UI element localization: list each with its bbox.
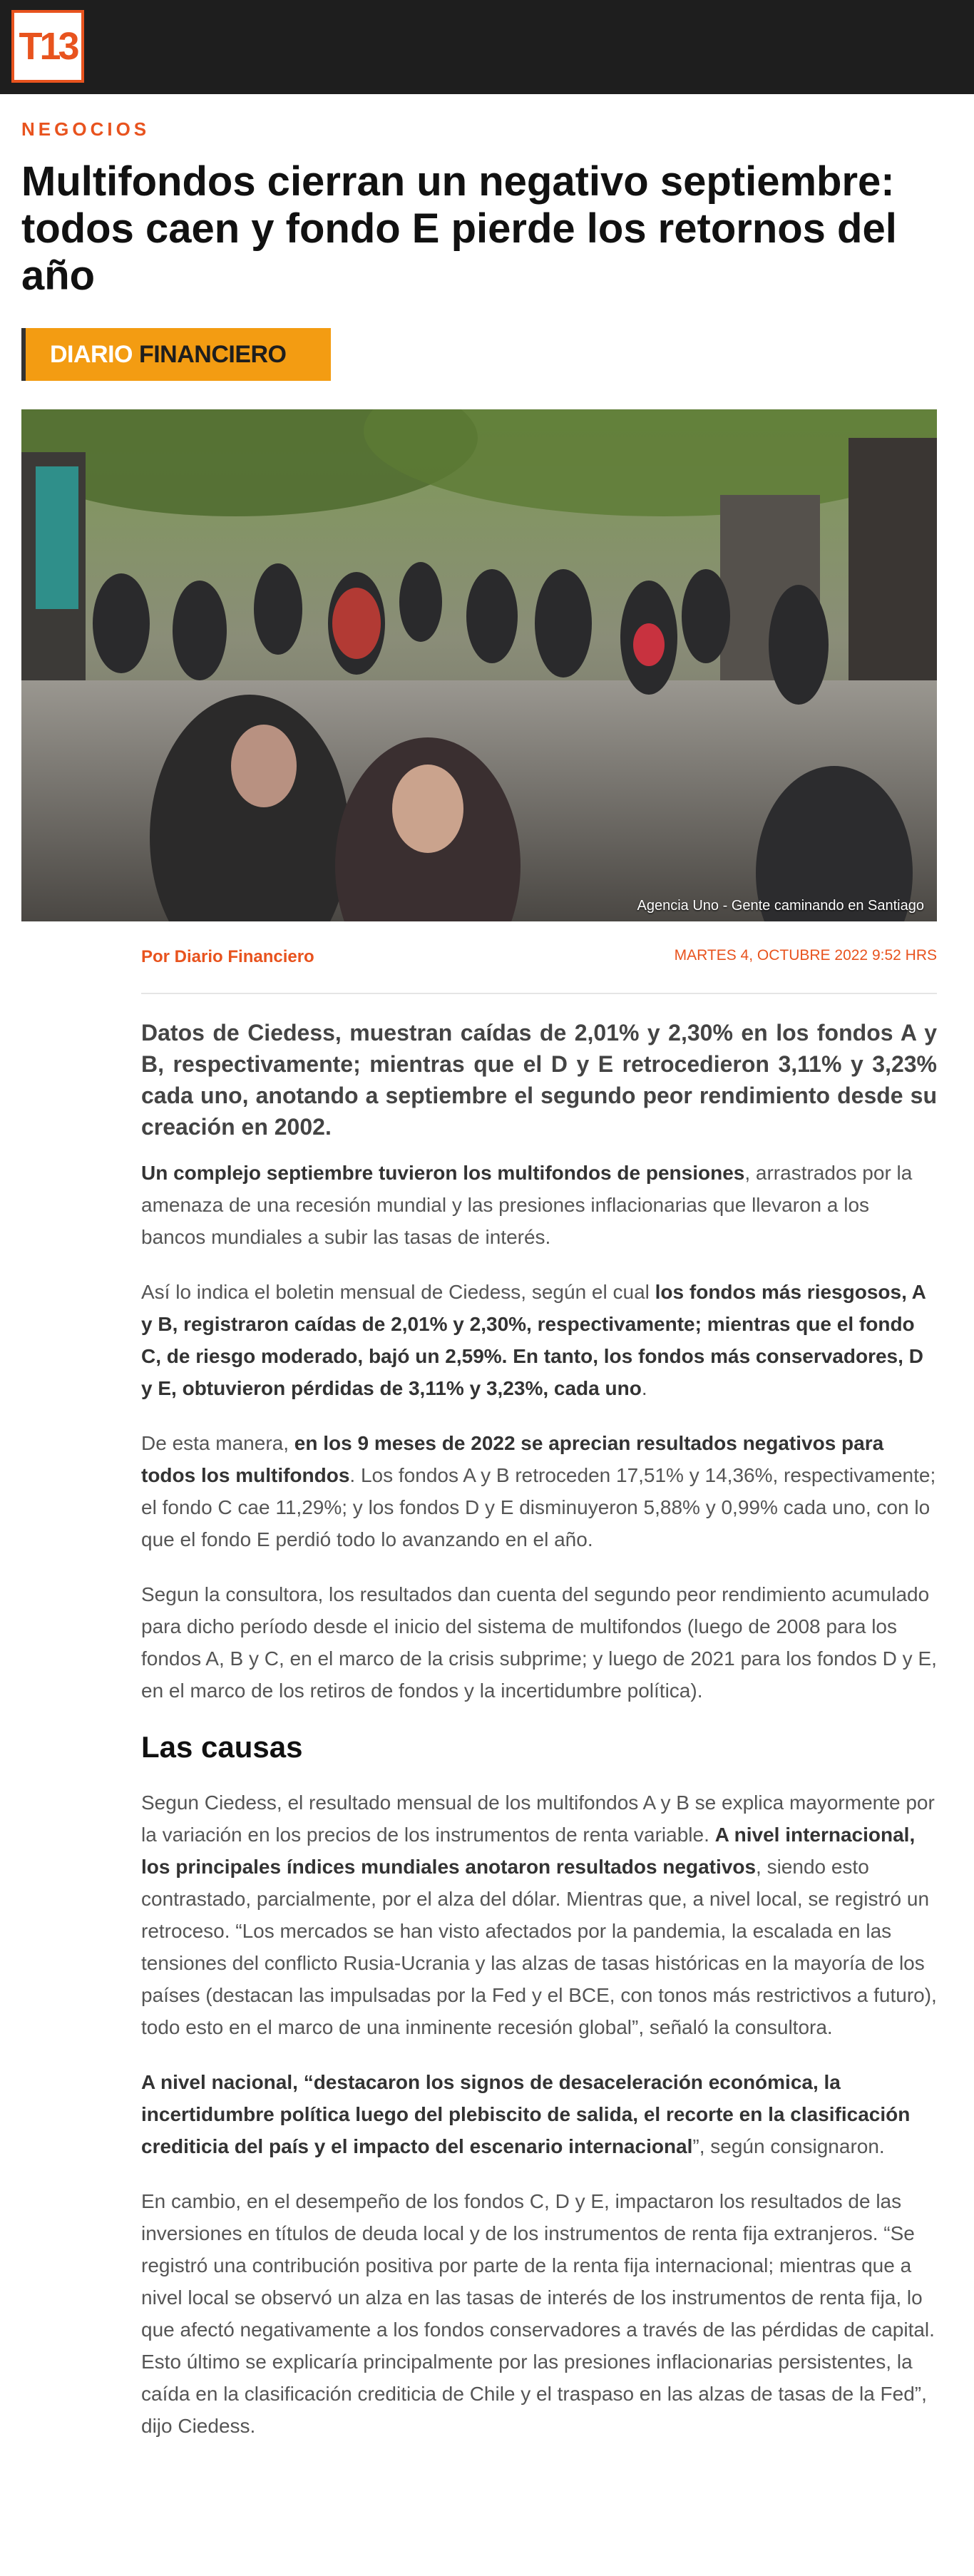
source-brand-name (50, 341, 287, 369)
p6-bold: A nivel nacional, “destacaron los signos de desaceleración económica, la incertidumbre política luego del plebiscito de salida, el recorte en la clasificación crediticia del país y el impacto del escenario internacional (141, 2071, 911, 2157)
p2-text-a: Así lo indica el boletin mensual de Ciedess, según el cual (141, 1281, 655, 1303)
paragraph-3 (141, 1427, 937, 1555)
paragraph-5 (141, 1787, 937, 2043)
p3-bold: en los 9 meses de 2022 se aprecian resultados negativos para todos los multifondos (141, 1432, 884, 1486)
p5-text-a: Segun Ciedess, el resultado mensual de los multifondos A y B se explica mayormente por la variación en los precios de los instrumentos de renta variable. (141, 1792, 935, 1846)
p5-text-c: , siendo esto contrastado, parcialmente, por el alza del dólar. Mientras que, a nivel local, se registró un retroceso. “Los mercados se han visto afectados por la pandemia, la escalada en las tensiones del conflicto Rusia-Ucrania y las alzas de tasas históricas en la mayoría de los países (destacan las impulsadas por la Fed y el BCE, con tonos más restrictivos a futuro), todo esto en el marco de una inminente recesión global”, señaló la consultora. (141, 1856, 937, 2038)
p2-bold: los fondos más riesgosos, A y B, registraron caídas de 2,01% y 2,30%, respectivamente; mientras que el fondo C, de riesgo moderado, bajó un 2,59%. En tanto, los fondos más conservadores, D y E, obtuvieron pérdidas de 3,11% y 3,23%, cada uno (141, 1281, 926, 1399)
publish-date: MARTES 4, OCTUBRE 2022 9:52 HRS (674, 947, 937, 964)
p3-text-c: . Los fondos A y B retroceden 17,51% y 14,36%, respectivamente; el fondo C cae 11,29%; y los fondos D y E disminuyeron 5,88% y 0,99% cada uno, con lo que el fondo E perdió todo lo avanzando en el año. (141, 1464, 936, 1550)
paragraph-1 (141, 1157, 937, 1253)
article-lead: Datos de Ciedess, muestran caídas de 2,01% y 2,30% en los fondos A y B, respectivamente; mientras que el D y E retrocedieron 3,11% y 3,23% cada uno, anotando a septiembre el segundo peor rendimiento desde su creación en 2002. (141, 1020, 937, 1140)
paragraph-6 (141, 2066, 937, 2162)
brand-word-2: FINANCIERO (138, 340, 287, 368)
section-label[interactable]: NEGOCIOS (21, 118, 150, 140)
street-crowd-photo (21, 409, 937, 921)
p3-text-a: De esta manera, (141, 1432, 294, 1454)
paragraph-7: En cambio, en el desempeño de los fondos C, D y E, impactaron los resultados de las inversiones en títulos de deuda local y de los instrumentos de renta fija extranjeros. “Se registró una contribución positiva por parte de la renta fija internacional; mientras que a nivel local se observó un alza en las tasas de interés de los instrumentos de renta fija, lo que afectó negativamente a los fondos conservadores a través de las pérdidas de capital. Esto último se explicaría principalmente por las presiones inflacionarias persistentes, la caída en la clasificación crediticia de Chile y el traspaso en las alzas de tasas de la Fed”, dijo Ciedess. (141, 2190, 935, 2437)
subheading-causas: Las causas (141, 1730, 303, 1764)
brand-word-1: DIARIO (50, 340, 139, 368)
paragraph-4: Segun la consultora, los resultados dan cuenta del segundo peor rendimiento acumulado para dicho período desde el inicio del sistema de multifondos (luego de 2008 para los fondos A, B y C, en el marco de la crisis subprime; y luego de 2021 para los fondos D y E, en el marco de los retiros de fondos y la incertidumbre política). (141, 1583, 937, 1702)
p5-bold: A nivel internacional, los principales índices mundiales anotaron resultados negativos (141, 1824, 916, 1878)
article-body (141, 1157, 937, 2465)
source-brand-logo[interactable] (21, 328, 331, 381)
p2-text-c: . (641, 1377, 647, 1399)
image-caption: Agencia Uno - Gente caminando en Santiago (637, 898, 924, 914)
top-bar (0, 0, 974, 94)
p1-text: , arrastrados por la amenaza de una recesión mundial y las presiones inflacionarias que llevaron a los bancos mundiales a subir las tasas de interés. (141, 1162, 913, 1248)
divider (141, 993, 937, 994)
logo-text: T13 (19, 25, 77, 68)
p1-bold: Un complejo septiembre tuvieron los multifondos de pensiones (141, 1162, 745, 1184)
p6-text-c: ”, según consignaron. (692, 2135, 885, 2157)
t13-logo[interactable] (11, 10, 84, 83)
hero-image (21, 409, 937, 921)
article-title: Multifondos cierran un negativo septiembre: todos caen y fondo E pierde los retornos del año (21, 158, 897, 299)
paragraph-2 (141, 1276, 937, 1404)
author-byline[interactable]: Por Diario Financiero (141, 947, 314, 966)
